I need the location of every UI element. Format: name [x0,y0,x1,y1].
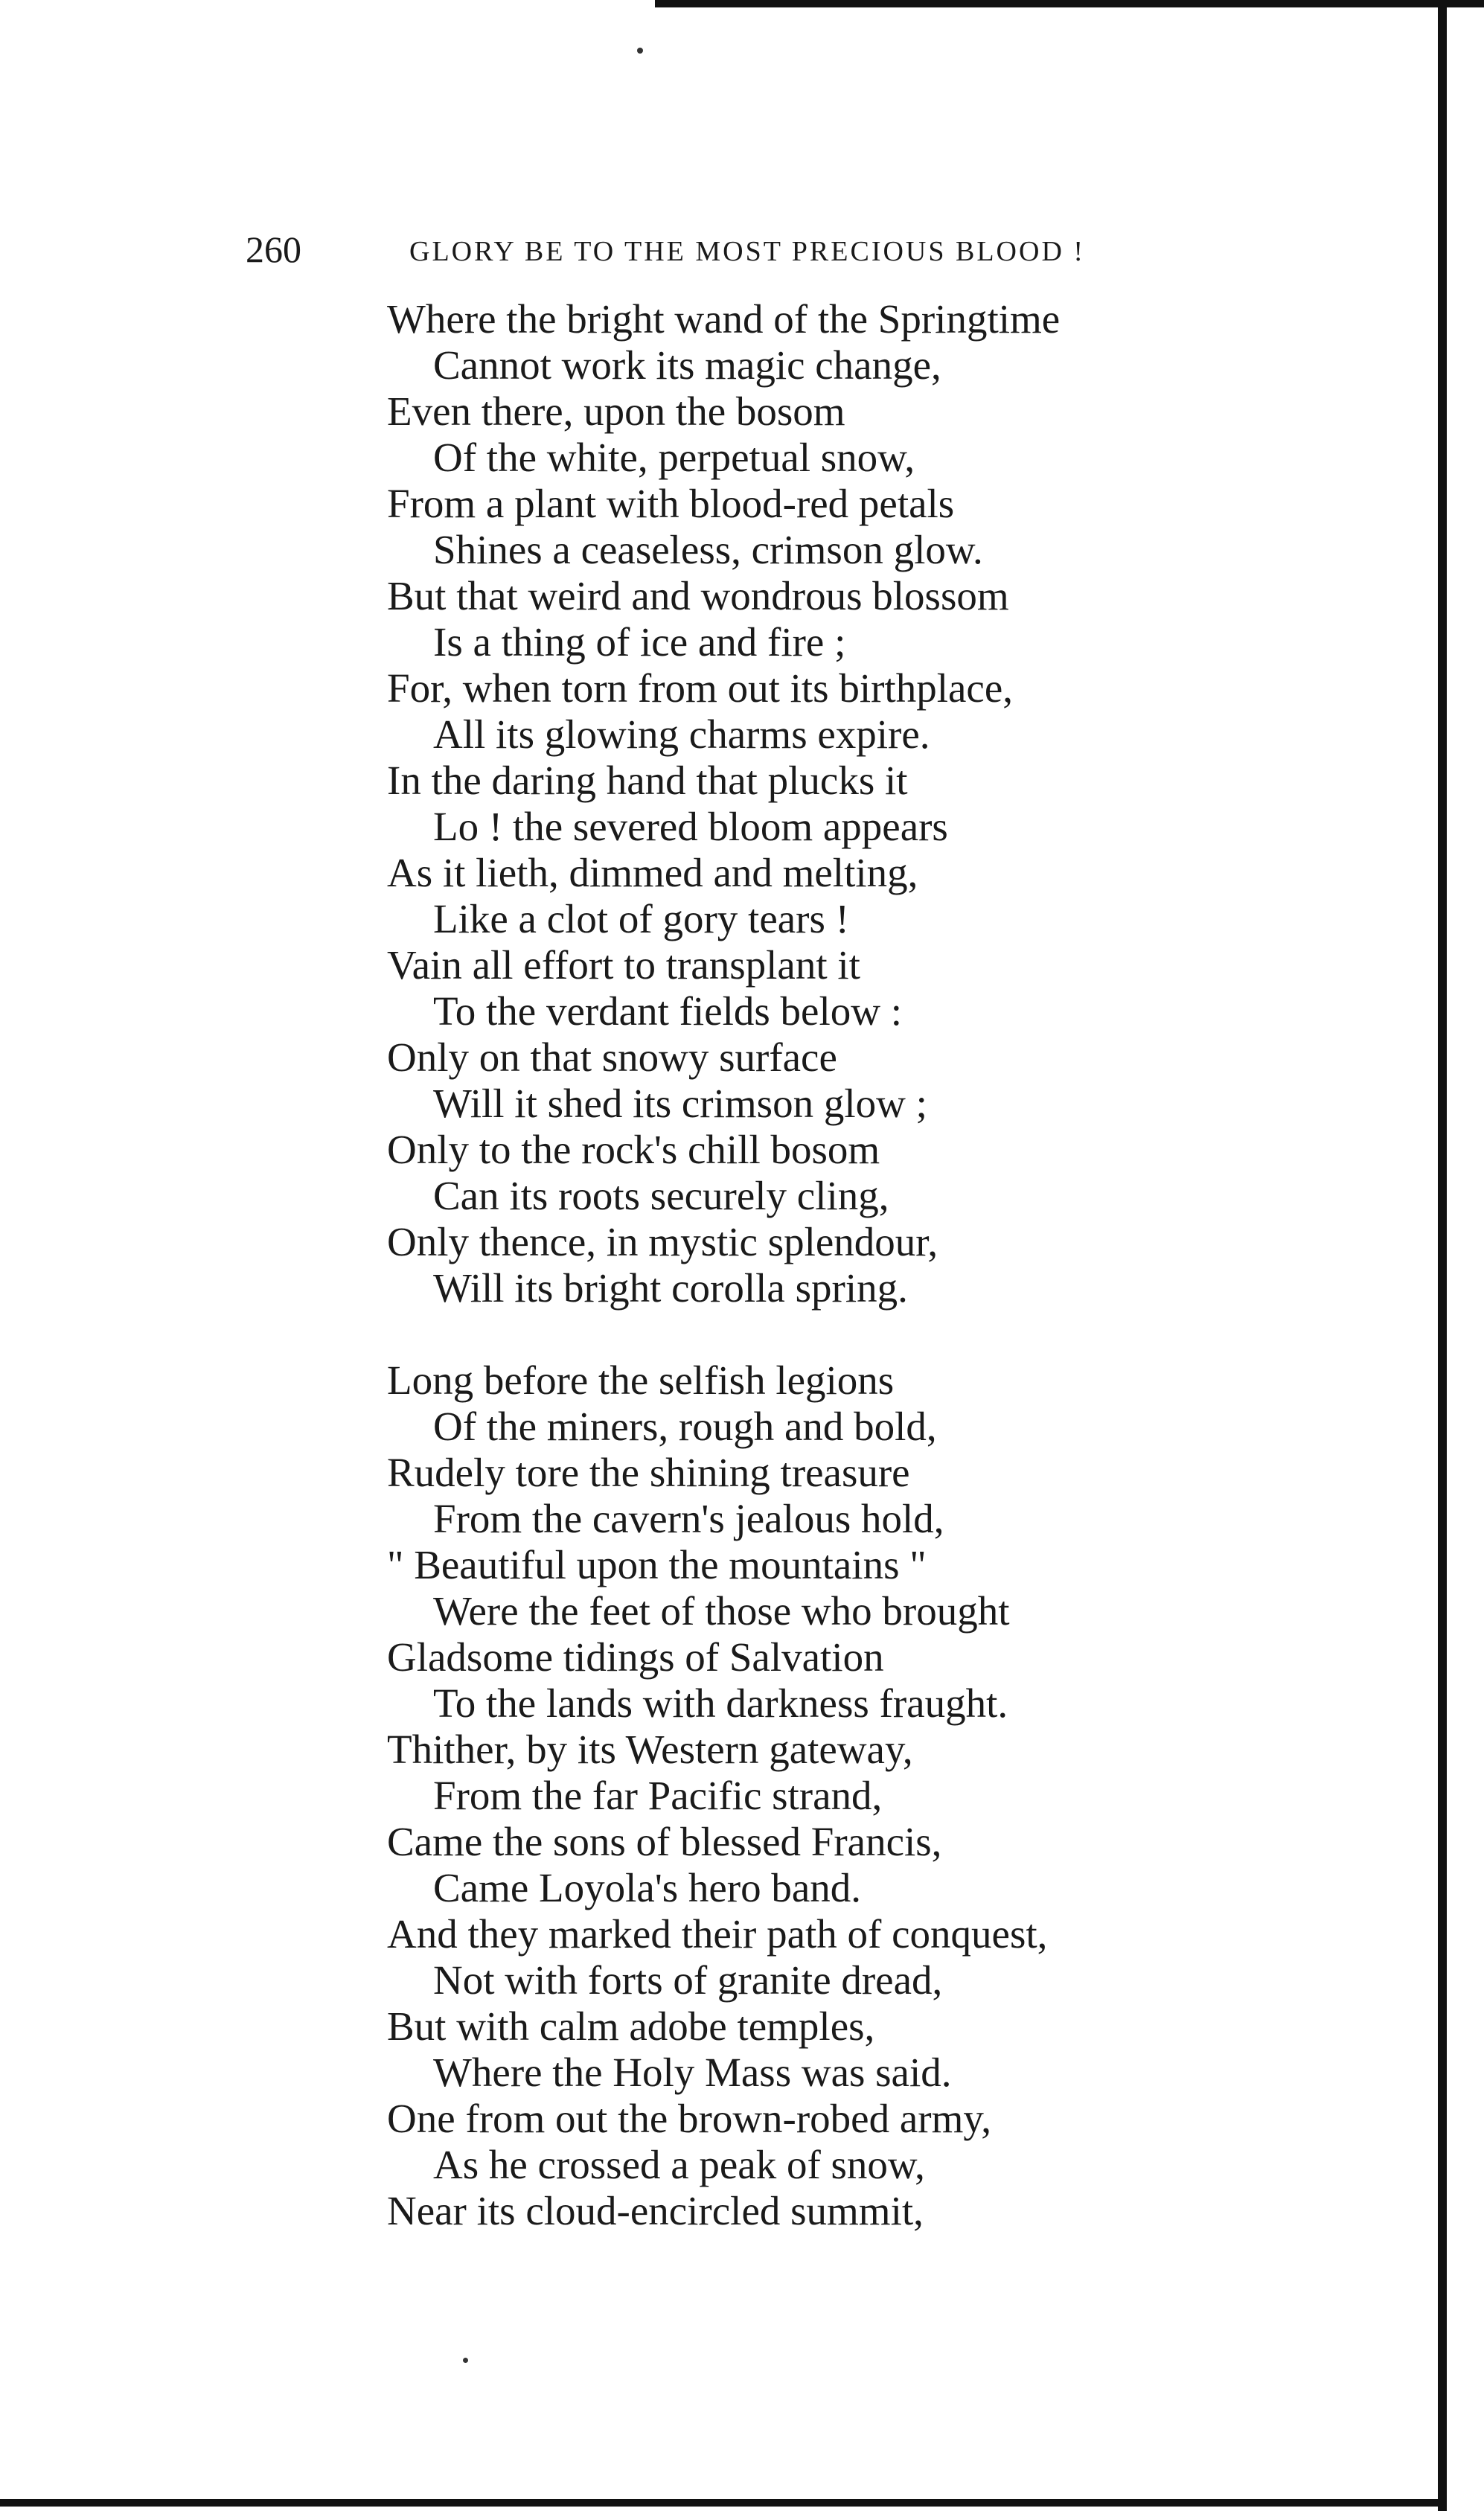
poem-line: As he crossed a peak of snow, [433,2142,925,2187]
poem-line: From the cavern's jealous hold, [433,1496,944,1541]
poem-line: Lo ! the severed bloom appears [433,804,948,849]
poem-line: Where the bright wand of the Springtime [387,296,1061,342]
poem-line: Came the sons of blessed Francis, [387,1819,942,1864]
poem-line: Will its bright corolla spring. [433,1265,908,1311]
poem-line: Thither, by its Western gateway, [387,1727,913,1772]
scan-speck [463,2358,468,2363]
page-header [238,223,1250,283]
poem-line: Came Loyola's hero band. [433,1865,862,1910]
poem-line: Is a thing of ice and fire ; [433,619,846,665]
poem-line: Only to the rock's chill bosom [387,1127,880,1172]
poem-line: Rudely tore the shining treasure [387,1450,910,1495]
poem-line: Cannot work its magic change, [433,342,941,388]
poem-line: But that weird and wondrous blossom [387,573,1009,618]
poem-line: Shines a ceaseless, crimson glow. [433,527,983,572]
stanza-break [387,1311,1280,1357]
scan-border-bottom [0,2499,1447,2507]
page-number: 260 [246,228,301,270]
poem-line: Long before the selfish legions [387,1357,895,1403]
poem-line: One from out the brown-robed army, [387,2096,992,2141]
poem-line: But with calm adobe temples, [387,2003,875,2049]
poem-line: Only on that snowy surface [387,1034,837,1080]
poem-line: Will it shed its crimson glow ; [433,1081,927,1126]
poem-line: Were the feet of those who brought [433,1588,1010,1634]
poem-line: Only thence, in mystic splendour, [387,1219,938,1264]
poem-line: Like a clot of gory tears ! [433,896,849,941]
poem-line: From the far Pacific strand, [433,1773,883,1818]
scan-border-top [655,0,1484,7]
poem-line: Of the white, perpetual snow, [433,435,915,480]
poem-line: Vain all effort to transplant it [387,942,860,988]
poem-line: As it lieth, dimmed and melting, [387,850,918,895]
poem-line: Where the Holy Mass was said. [433,2050,952,2095]
poem-line: Of the miners, rough and bold, [433,1404,937,1449]
poem-line: To the lands with darkness fraught. [433,1680,1008,1726]
poem-line: And they marked their path of conquest, [387,1911,1048,1957]
scan-border-right [1438,0,1447,2511]
running-head: GLORY BE TO THE MOST PRECIOUS BLOOD ! [409,236,1086,267]
poem-line: From a plant with blood-red petals [387,481,955,526]
scan-speck [637,48,643,54]
poem-line: All its glowing charms expire. [433,711,930,757]
poem-body [387,296,1280,2234]
poem-line: To the verdant fields below : [433,988,903,1034]
poem-line: Even there, upon the bosom [387,388,845,434]
poem-line: For, when torn from out its birthplace, [387,665,1013,711]
poem-line: In the daring hand that plucks it [387,758,908,803]
poem-line: Can its roots securely cling, [433,1173,889,1218]
poem-line: " Beautiful upon the mountains " [387,1542,927,1587]
poem-line: Near its cloud-encircled summit, [387,2188,924,2233]
poem-line: Gladsome tidings of Salvation [387,1634,884,1680]
poem-line: Not with forts of granite dread, [433,1957,943,2003]
